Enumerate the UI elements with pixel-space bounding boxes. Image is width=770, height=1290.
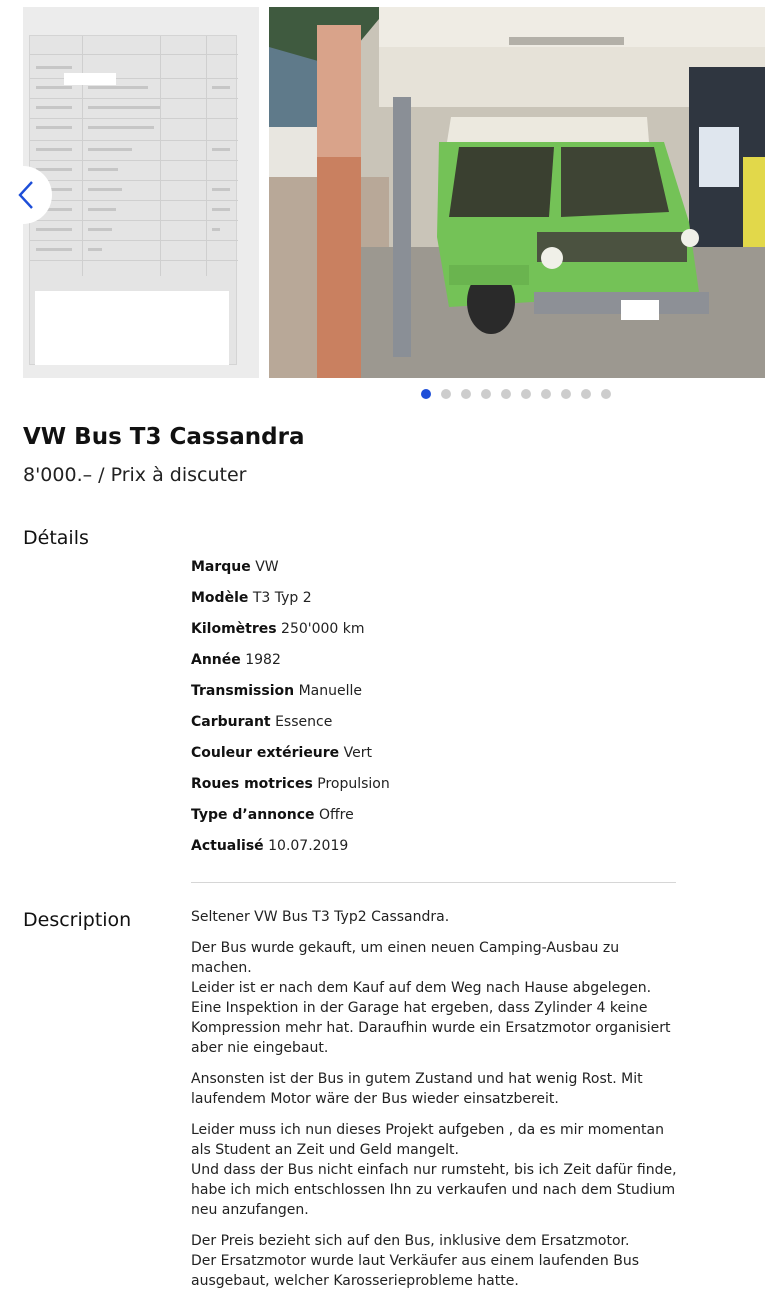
description-line: Ansonsten ist der Bus in gutem Zustand und hat wenig Rost. Mit laufendem Motor wäre der Bus wieder einsatzbereit. bbox=[191, 1071, 643, 1107]
gallery-dot[interactable] bbox=[461, 389, 471, 399]
detail-key: Actualisé bbox=[191, 838, 264, 854]
description-paragraph bbox=[191, 907, 681, 927]
listing-title: VW Bus T3 Cassandra bbox=[23, 424, 305, 450]
detail-key: Type d’annonce bbox=[191, 807, 315, 823]
detail-value: T3 Typ 2 bbox=[252, 590, 312, 606]
detail-value: 10.07.2019 bbox=[268, 838, 349, 854]
vehicle-photo[interactable] bbox=[269, 7, 765, 378]
description-paragraph bbox=[191, 1120, 681, 1220]
vehicle-document-photo[interactable] bbox=[23, 7, 259, 378]
section-divider bbox=[191, 882, 676, 883]
chevron-left-icon bbox=[17, 180, 35, 210]
description-paragraph bbox=[191, 1231, 681, 1290]
description-line: Leider ist er nach dem Kauf auf dem Weg nach Hause abgelegen. bbox=[191, 980, 652, 996]
redaction-box bbox=[64, 73, 116, 85]
detail-value: 1982 bbox=[245, 652, 281, 668]
detail-row bbox=[191, 555, 681, 586]
listing-price: 8'000.– / Prix à discuter bbox=[23, 464, 247, 486]
detail-value: Essence bbox=[275, 714, 333, 730]
detail-row bbox=[191, 679, 681, 710]
description-line: Und dass der Bus nicht einfach nur rumsteht, bis ich Zeit dafür finde, habe ich mich entschlossen Ihn zu verkaufen und nach dem Studium neu anzufangen. bbox=[191, 1162, 677, 1218]
description-line: Eine Inspektion in der Garage hat ergeben, dass Zylinder 4 keine Kompression mehr hat. Daraufhin wurde ein Ersatzmotor organisiert aber nie eingebaut. bbox=[191, 1000, 671, 1056]
detail-row bbox=[191, 741, 681, 772]
detail-value: Propulsion bbox=[317, 776, 390, 792]
detail-row bbox=[191, 834, 681, 865]
gallery-dot[interactable] bbox=[561, 389, 571, 399]
description-paragraph bbox=[191, 1069, 681, 1109]
detail-key: Roues motrices bbox=[191, 776, 313, 792]
gallery-dot[interactable] bbox=[541, 389, 551, 399]
image-gallery[interactable] bbox=[0, 0, 770, 380]
green-van-photo bbox=[269, 7, 765, 378]
detail-row bbox=[191, 772, 681, 803]
redaction-box bbox=[35, 291, 229, 365]
detail-value: VW bbox=[255, 559, 279, 575]
description-paragraph bbox=[191, 938, 681, 1058]
gallery-dot[interactable] bbox=[441, 389, 451, 399]
detail-row bbox=[191, 617, 681, 648]
gallery-dot[interactable] bbox=[501, 389, 511, 399]
document-sheet bbox=[29, 35, 237, 365]
description-line: Der Bus wurde gekauft, um einen neuen Camping-Ausbau zu machen. bbox=[191, 940, 620, 976]
detail-key: Kilomètres bbox=[191, 621, 277, 637]
details-list bbox=[191, 555, 681, 865]
detail-value: Manuelle bbox=[298, 683, 362, 699]
detail-row bbox=[191, 710, 681, 741]
description-heading: Description bbox=[23, 909, 132, 931]
description-body bbox=[191, 907, 681, 1290]
detail-key: Transmission bbox=[191, 683, 295, 699]
gallery-pagination[interactable] bbox=[421, 389, 611, 399]
gallery-dot[interactable] bbox=[481, 389, 491, 399]
gallery-dot[interactable] bbox=[601, 389, 611, 399]
detail-row bbox=[191, 586, 681, 617]
detail-value: Offre bbox=[318, 807, 354, 823]
gallery-dot[interactable] bbox=[521, 389, 531, 399]
detail-key: Couleur extérieure bbox=[191, 745, 340, 761]
details-heading: Détails bbox=[23, 527, 89, 549]
description-line: Der Ersatzmotor wurde laut Verkäufer aus einem laufenden Bus ausgebaut, welcher Karosserieprobleme hatte. bbox=[191, 1253, 639, 1289]
detail-value: 250'000 km bbox=[281, 621, 365, 637]
detail-key: Modèle bbox=[191, 590, 249, 606]
gallery-dot[interactable] bbox=[581, 389, 591, 399]
detail-key: Année bbox=[191, 652, 241, 668]
description-line: Der Preis bezieht sich auf den Bus, inklusive dem Ersatzmotor. bbox=[191, 1233, 630, 1249]
detail-value: Vert bbox=[343, 745, 372, 761]
detail-key: Carburant bbox=[191, 714, 271, 730]
detail-row bbox=[191, 803, 681, 834]
gallery-dot[interactable] bbox=[421, 389, 431, 399]
description-line: Leider muss ich nun dieses Projekt aufgeben , da es mir momentan als Student an Zeit und Geld mangelt. bbox=[191, 1122, 664, 1158]
description-line: Seltener VW Bus T3 Typ2 Cassandra. bbox=[191, 909, 450, 925]
detail-key: Marque bbox=[191, 559, 251, 575]
detail-row bbox=[191, 648, 681, 679]
